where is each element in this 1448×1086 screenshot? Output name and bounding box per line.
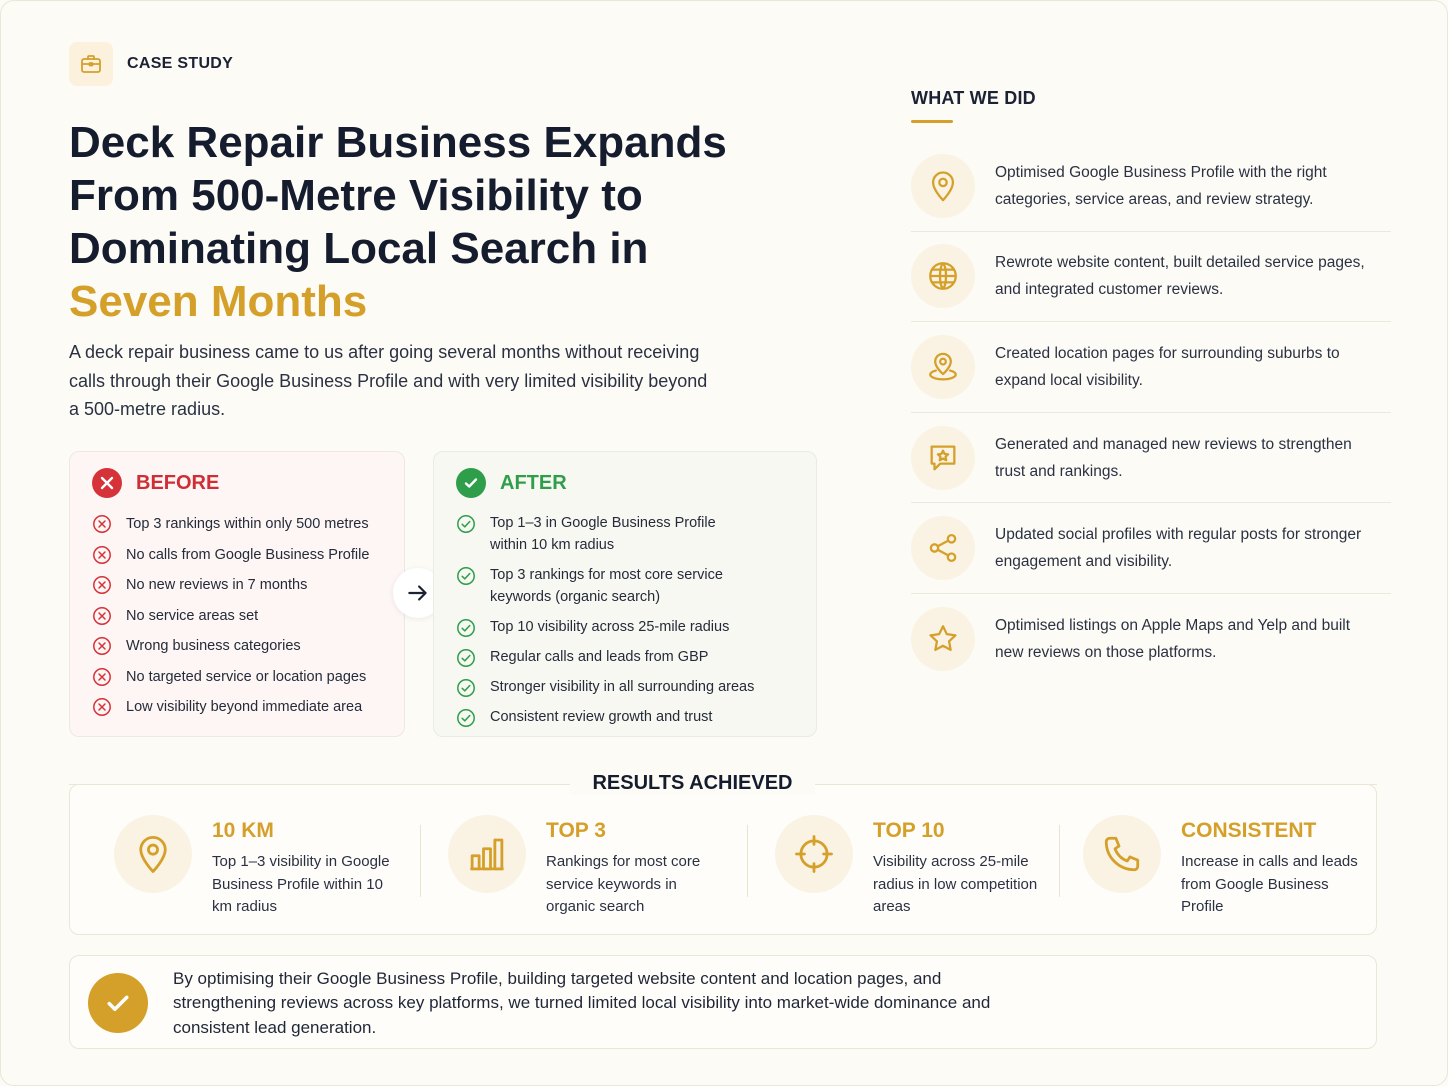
after-item (456, 646, 754, 668)
after-item-text: Top 1–3 in Google Business Profile within 10 km radius (490, 515, 716, 553)
result-description: Visibility across 25-mile radius in low competition areas (873, 853, 1038, 915)
x-circle-icon (92, 636, 112, 656)
what-we-did-text: Created location pages for surrounding suburbs to expand local visibility. (995, 344, 1340, 389)
before-item-text: No new reviews in 7 months (126, 577, 308, 593)
before-item-text: No calls from Google Business Profile (126, 546, 370, 563)
globe-icon (911, 244, 975, 308)
intro-paragraph: A deck repair business came to us after going several months without receiving calls through their Google Business Profile and with very limited visibility beyond a 500-metre radius. (69, 342, 708, 419)
result-divider (420, 825, 421, 897)
check-circle-icon (456, 618, 476, 638)
result-item (775, 815, 1053, 919)
after-item-text: Regular calls and leads from GBP (490, 649, 709, 665)
case-study-badge (69, 42, 233, 86)
what-we-did-text: Updated social profiles with regular posts for stronger engagement and visibility. (995, 526, 1362, 571)
x-circle-icon (92, 606, 112, 626)
after-item (456, 616, 754, 638)
after-item (456, 564, 754, 608)
briefcase-icon (69, 42, 113, 86)
check-circle-icon (456, 648, 476, 668)
result-description: Top 1–3 visibility in Google Business Profile within 10 km radius (212, 853, 390, 915)
check-circle-icon (88, 973, 148, 1033)
before-item (92, 512, 369, 543)
what-we-did-item (911, 413, 1391, 504)
result-headline: TOP 10 (873, 819, 945, 842)
check-circle-icon (456, 514, 476, 534)
what-we-did-item (911, 232, 1391, 323)
close-circle-icon (92, 468, 122, 498)
what-we-did-text: Optimised Google Business Profile with the right categories, service areas, and review strategy. (995, 163, 1327, 208)
before-item (92, 695, 369, 726)
page-title (69, 116, 769, 328)
before-item-text: Top 3 rankings within only 500 metres (126, 516, 369, 532)
result-description: Rankings for most core service keywords in organic search (546, 853, 701, 915)
what-we-did-title: WHAT WE DID (911, 88, 1036, 108)
what-we-did-item (911, 141, 1391, 232)
before-item (92, 573, 369, 604)
result-item (448, 815, 726, 919)
result-body (546, 815, 726, 919)
result-divider (747, 825, 748, 897)
what-we-did-text: Optimised listings on Apple Maps and Yelp and built new reviews on those platforms. (995, 617, 1351, 662)
after-list (456, 512, 754, 736)
x-circle-icon (92, 697, 112, 717)
x-circle-icon (92, 667, 112, 687)
before-item (92, 665, 369, 696)
what-we-did-text: Generated and managed new reviews to strengthen trust and rankings. (995, 435, 1352, 480)
before-item (92, 543, 369, 574)
result-headline: CONSISTENT (1181, 819, 1317, 842)
check-circle-icon (456, 678, 476, 698)
what-we-did-item (911, 322, 1391, 413)
conclusion-card (69, 955, 1377, 1049)
before-list (92, 512, 369, 726)
before-item (92, 634, 369, 665)
before-item-text: No service areas set (126, 607, 259, 624)
result-body (212, 815, 392, 919)
after-title: AFTER (500, 471, 567, 494)
results-title: RESULTS ACHIEVED (570, 772, 815, 795)
after-panel (433, 451, 817, 737)
map-pin-icon (114, 815, 192, 893)
phone-icon (1083, 815, 1161, 893)
after-item-text: Top 3 rankings for most core service keywords (organic search) (490, 567, 723, 605)
review-star-icon (911, 426, 975, 490)
x-circle-icon (92, 545, 112, 565)
check-circle-icon (456, 566, 476, 586)
after-header (456, 468, 567, 498)
conclusion-text: By optimising their Google Business Profile, building targeted website content and location pages, and strengthening reviews across key platforms, we turned limited local visibility into market-wide dominance and consistent lead generation. (173, 969, 991, 1037)
target-icon (775, 815, 853, 893)
x-circle-icon (92, 514, 112, 534)
after-item-text: Top 10 visibility across 25-mile radius (490, 619, 730, 635)
after-item (456, 706, 754, 728)
results-card (69, 784, 1377, 935)
before-title: BEFORE (136, 471, 220, 494)
before-item-text: Wrong business categories (126, 638, 301, 654)
after-item (456, 676, 754, 698)
check-circle-icon (456, 708, 476, 728)
result-item (114, 815, 392, 919)
what-we-did-item (911, 503, 1391, 594)
before-item (92, 604, 369, 635)
bar-chart-icon (448, 815, 526, 893)
what-we-did-item (911, 594, 1391, 685)
x-circle-icon (92, 575, 112, 595)
location-person-icon (911, 335, 975, 399)
after-item (456, 512, 754, 556)
before-panel (69, 451, 405, 737)
star-icon (911, 607, 975, 671)
result-headline: TOP 3 (546, 819, 606, 842)
result-body (873, 815, 1053, 919)
after-item-text: Stronger visibility in all surrounding areas (490, 679, 755, 695)
result-divider (1059, 825, 1060, 897)
share-icon (911, 516, 975, 580)
result-body (1181, 815, 1361, 919)
title-main: Deck Repair Business Expands From 500-Metre Visibility to Dominating Local Search in (69, 118, 727, 273)
before-header (92, 468, 219, 498)
what-we-did-list (911, 141, 1391, 685)
badge-label: CASE STUDY (127, 55, 234, 72)
map-pin-icon (911, 154, 975, 218)
what-we-did-text: Rewrote website content, built detailed service pages, and integrated customer reviews. (995, 254, 1365, 299)
result-description: Increase in calls and leads from Google Business Profile (1181, 853, 1358, 915)
result-item (1083, 815, 1361, 919)
after-item-text: Consistent review growth and trust (490, 709, 713, 725)
before-item-text: No targeted service or location pages (126, 668, 367, 685)
before-item-text: Low visibility beyond immediate area (126, 699, 363, 715)
title-underline (911, 120, 953, 123)
title-accent: Seven Months (69, 277, 368, 326)
result-headline: 10 KM (212, 819, 274, 842)
check-circle-icon (456, 468, 486, 498)
